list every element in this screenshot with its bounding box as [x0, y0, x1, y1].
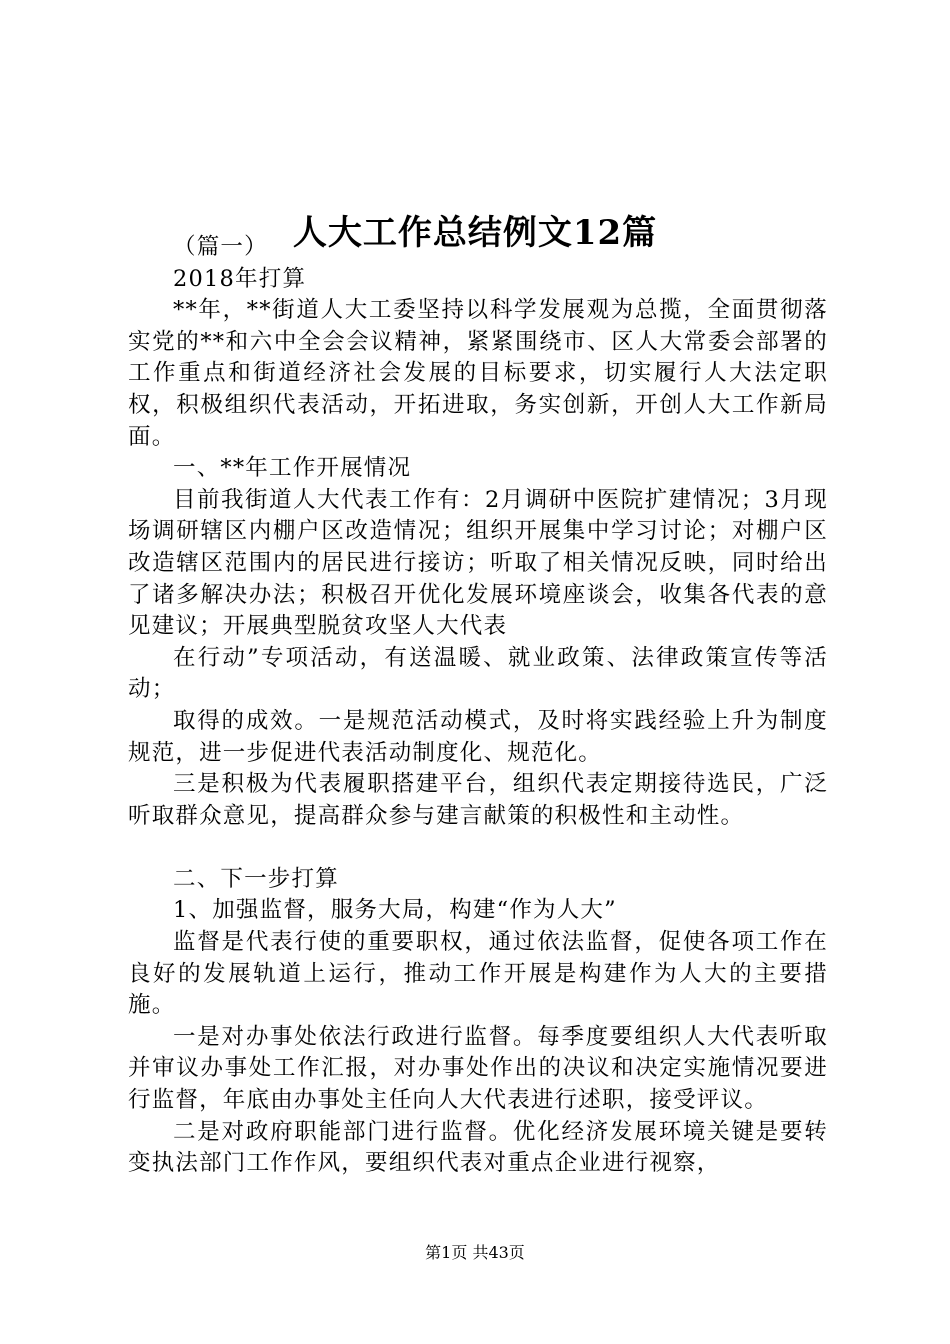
paragraph-section-label: （篇一）	[173, 234, 268, 260]
heading-work-status: 一、**年工作开展情况	[173, 455, 412, 482]
paragraph-department-supervision: 二是对政府职能部门进行监督。优化经济发展环境关键是要转变执法部门工作作风，要组织代表对重点企业进行视察，	[128, 1118, 828, 1177]
paragraph-platform: 三是积极为代表履职搭建平台，组织代表定期接待选民，广泛听取群众意见，提高群众参与建言献策的积极性和主动性。	[128, 771, 828, 829]
paragraph-special-activities: 在行动”专项活动，有送温暖、就业政策、法律政策宣传等活动；	[128, 644, 828, 703]
paragraph-results: 取得的成效。一是规范活动模式，及时将实践经验上升为制度规范，进一步促进代表活动制度化、规范化。	[128, 707, 828, 766]
paragraph-office-supervision: 一是对办事处依法行政进行监督。每季度要组织人大代表听取并审议办事处工作汇报，对办事处作出的决议和决定实施情况要进行监督，年底由办事处主任向人大代表进行述职，接受评议。	[128, 1023, 828, 1114]
paragraph-plan-heading: 2018年打算	[173, 265, 307, 292]
heading-next-steps: 二、下一步打算	[173, 865, 339, 892]
paragraph-current-work: 目前我街道人大代表工作有：2月调研中医院扩建情况；3月现场调研辖区内棚户区改造情况；组织开展集中学习讨论；对棚户区改造辖区范围内的居民进行接访；听取了相关情况反映，同时给出了诸多解决办法；积极召开优化发展环境座谈会，收集各代表的意见建议；开展典型脱贫攻坚人大代表	[128, 486, 828, 640]
paragraph-supervision-role: 监督是代表行使的重要职权，通过依法监督，促使各项工作在良好的发展轨道上运行，推动工作开展是构建作为人大的主要措施。	[128, 929, 828, 1019]
page-number-footer: 第1页 共43页	[425, 1243, 525, 1262]
heading-supervision: 1、加强监督，服务大局，构建“作为人大”	[173, 897, 617, 924]
paragraph-intro: **年，**街道人大工委坚持以科学发展观为总揽，全面贯彻落实党的**和六中全会会议精神，紧紧围绕市、区人大常委会部署的工作重点和街道经济社会发展的目标要求，切实履行人大法定职权，积极组织代表活动，开拓进取，务实创新，开创人大工作新局面。	[128, 297, 828, 450]
document-body	[128, 232, 828, 1180]
document-title: 人大工作总结例文12篇	[292, 212, 658, 253]
